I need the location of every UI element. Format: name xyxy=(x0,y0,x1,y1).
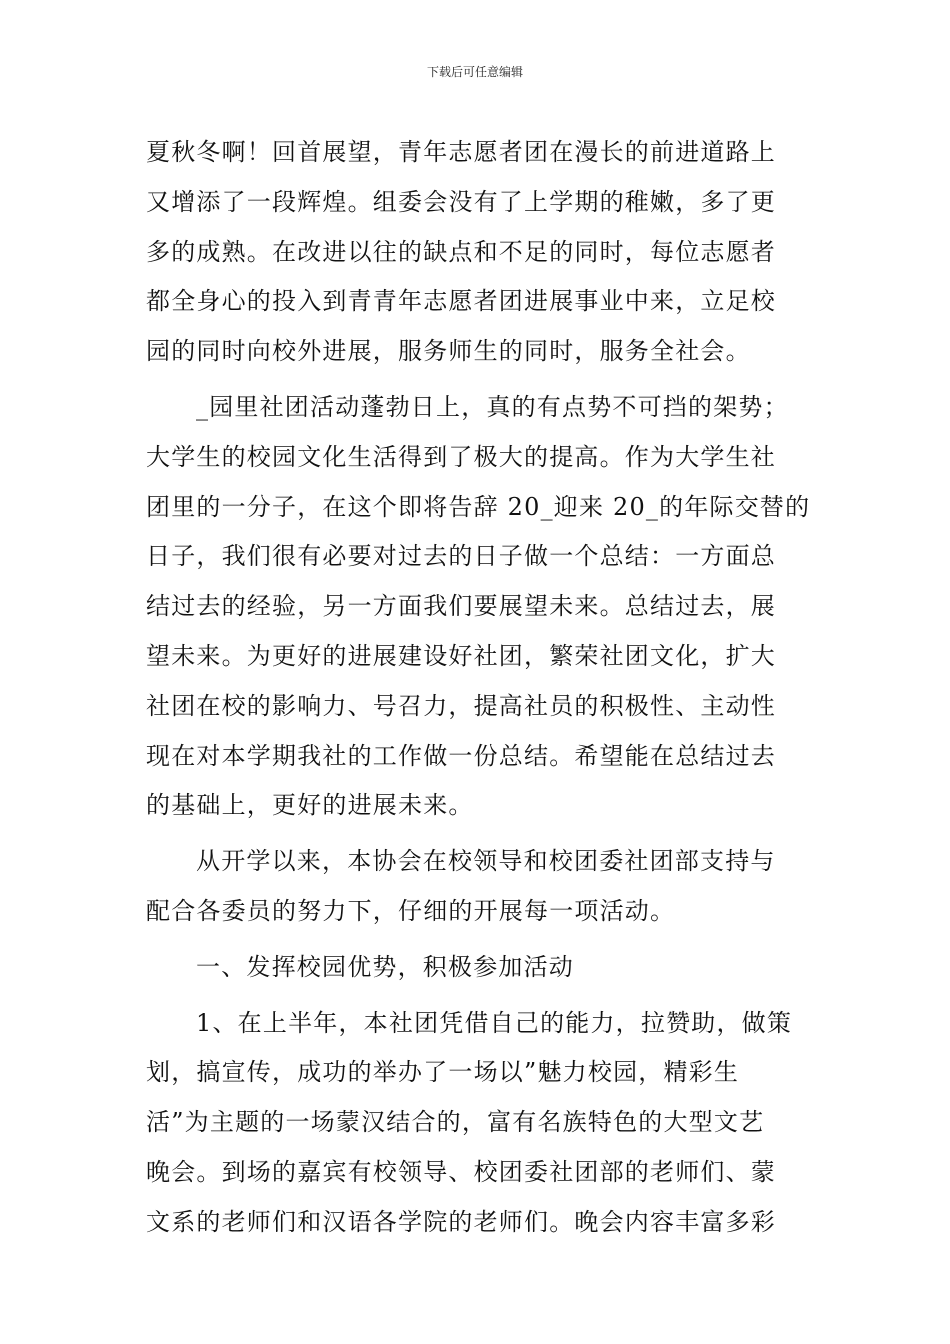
text-line: 的基础上，更好的进展未来。 xyxy=(146,791,474,820)
section-heading xyxy=(146,943,806,993)
text-line: 大学生的校园文化生活得到了极大的提高。作为大学生社 xyxy=(146,442,776,471)
paragraph-campus-clubs xyxy=(146,383,811,831)
text-line: 晚会。到场的嘉宾有校领导、校团委社团部的老师们、蒙 xyxy=(146,1157,776,1186)
page-header: 下载后可任意编辑 xyxy=(426,65,523,79)
text-line: 1、在上半年，本社团凭借自己的能力，拉赞助，做策 xyxy=(196,1008,793,1037)
text-line: 夏秋冬啊！回首展望，青年志愿者团在漫长的前进道路上 xyxy=(146,138,776,166)
text-line: 活”为主题的一场蒙汉结合的，富有名族特色的大型文艺 xyxy=(146,1108,765,1137)
text-line: 结过去的经验，另一方面我们要展望未来。总结过去，展 xyxy=(146,592,776,621)
text-line: 又增添了一段辉煌。组委会没有了上学期的稚嫩，多了更 xyxy=(146,187,776,216)
text-line: 社团在校的影响力、号召力，提高社员的积极性、主动性 xyxy=(146,691,776,720)
document-body xyxy=(146,128,811,1248)
text-line: 文系的老师们和汉语各学院的老师们。晚会内容丰富多彩 xyxy=(146,1207,776,1236)
text-line: 划，搞宣传，成功的举办了一场以”魅力校园，精彩生 xyxy=(146,1058,740,1087)
text-line: 一、发挥校园优势，积极参加活动 xyxy=(196,952,574,981)
paragraph-item-1 xyxy=(146,999,806,1248)
text-line: 望未来。为更好的进展建设好社团，繁荣社团文化，扩大 xyxy=(146,641,776,670)
text-line: 都全身心的投入到青青年志愿者团进展事业中来，立足校 xyxy=(146,287,776,316)
text-line: 团里的一分子，在这个即将告辞 20_迎来 20_的年际交替的 xyxy=(146,492,811,521)
paragraph-since-semester-start xyxy=(146,837,806,937)
text-line: 日子，我们很有必要对过去的日子做一个总结：一方面总 xyxy=(146,542,776,571)
text-line: 从开学以来，本协会在校领导和校团委社团部支持与 xyxy=(196,847,776,876)
text-line: 多的成熟。在改进以往的缺点和不足的同时，每位志愿者 xyxy=(146,237,776,266)
text-line: 现在对本学期我社的工作做一份总结。希望能在总结过去 xyxy=(146,741,776,770)
text-line: _园里社团活动蓬勃日上，真的有点势不可挡的架势； xyxy=(196,392,789,421)
text-line: 配合各委员的努力下，仔细的开展每一项活动。 xyxy=(146,896,676,925)
text-line: 园的同时向校外进展，服务师生的同时，服务全社会。 xyxy=(146,337,751,366)
paragraph-continuation xyxy=(146,128,806,377)
